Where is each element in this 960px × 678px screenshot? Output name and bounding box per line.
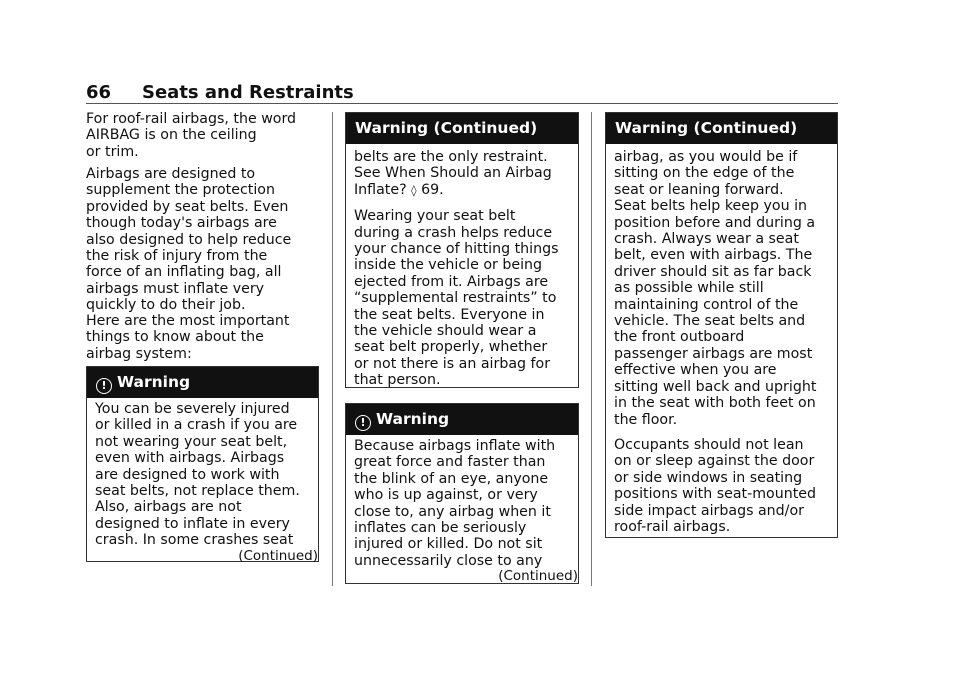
alert-circle-icon: ! (355, 415, 371, 431)
body-paragraph-1: For roof-rail airbags, the word AIRBAG is on the ceiling or trim. (86, 111, 297, 160)
warning-title: Warning (376, 410, 450, 428)
warning-box-1 (86, 366, 319, 562)
column-divider-2 (591, 112, 592, 586)
warning-title-bar (346, 113, 578, 144)
page-number: 66 (86, 82, 112, 103)
warning-text: Because airbags inflate with great force and faster than the blink of an eye, anyone who is up against, or very close to, any airbag when it inflates can be seriously injured or killed. Do not sit unnecessarily close to any (354, 438, 556, 569)
warning-text-1: airbag, as you would be if sitting on the edge of the seat or leaning forward. Seat belts help keep you in position before and during a crash. Always wear a seat belt, even with airbags. The driver should sit as far back as possible while still maintaining control of the vehicle. The seat belts and the front outboard passenger airbags are most effective when you are sitting well back and upright in the seat with both feet on the floor. (614, 149, 817, 428)
warning-box-2 (345, 403, 579, 584)
warning-body (87, 398, 318, 563)
continued-label: (Continued) (238, 547, 318, 564)
column-divider-1 (332, 112, 333, 586)
warning-text: You can be severely injured or killed in a crash if you are not wearing your seat belt, even with airbags. Airbags are designed to work with seat belts, not replace them. Also, airbags are not designed to inflate in every crash. In some crashes seat (95, 401, 300, 549)
warning-title-bar (346, 404, 578, 435)
alert-circle-icon: ! (96, 378, 112, 394)
page-ref-link[interactable]: 69. (421, 181, 444, 198)
warning-title: Warning (Continued) (615, 119, 798, 137)
continued-label: (Continued) (498, 568, 578, 585)
warning-title: Warning (Continued) (355, 119, 538, 137)
warning-body (346, 144, 578, 389)
page-reference-icon: ◊ (411, 183, 417, 197)
page-header (86, 82, 838, 103)
warning-text-1 (354, 149, 570, 199)
warning-text-1a: belts are the only restraint. See When Should an Airbag Inflate? (354, 149, 552, 198)
warning-title: Warning (117, 373, 191, 391)
warning-text-2: Occupants should not lean on or sleep against the door or side windows in seating positions with seat-mounted side impact airbags and/or roof-rail airbags. (614, 436, 816, 535)
header-rule (86, 103, 838, 104)
section-title: Seats and Restraints (142, 82, 354, 103)
warning-body (346, 435, 578, 583)
warning-box-continued-1 (345, 112, 579, 388)
body-paragraph-2: Airbags are designed to supplement the protection provided by seat belts. Even though today's airbags are also designed to help reduce the risk of injury from the force of an inflating bag, all airbags must inflate very quickly to do their job. (86, 166, 292, 314)
warning-title-bar (87, 367, 318, 398)
body-paragraph-3: Here are the most important things to know about the airbag system: (86, 313, 290, 362)
warning-box-continued-2 (605, 112, 838, 538)
warning-title-bar (606, 113, 837, 144)
warning-body (606, 144, 837, 535)
warning-text-2: Wearing your seat belt during a crash helps reduce your chance of hitting things inside the vehicle or being ejected from it. Airbags are “supplemental restraints” to the seat belts. Everyone in the vehicle should wear a seat belt properly, whether or not there is an airbag for that person. (354, 208, 559, 389)
